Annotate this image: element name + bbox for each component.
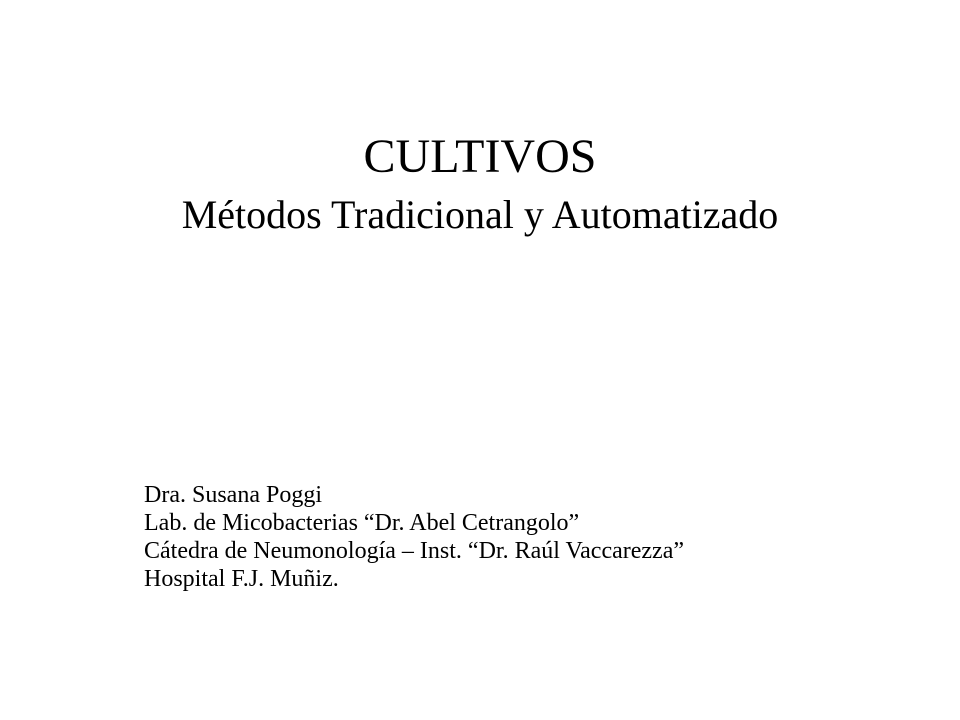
author-lab: Lab. de Micobacterias “Dr. Abel Cetrangolo” xyxy=(144,510,580,536)
author-block xyxy=(144,481,924,593)
slide-title: CULTIVOS xyxy=(363,130,597,183)
author-name: Dra. Susana Poggi xyxy=(144,482,322,508)
author-department: Cátedra de Neumonología – Inst. “Dr. Raúl Vaccarezza” xyxy=(144,538,684,564)
slide-subtitle: Métodos Tradicional y Automatizado xyxy=(181,192,779,237)
author-hospital: Hospital F.J. Muñiz. xyxy=(144,566,339,592)
title-block xyxy=(0,126,960,242)
